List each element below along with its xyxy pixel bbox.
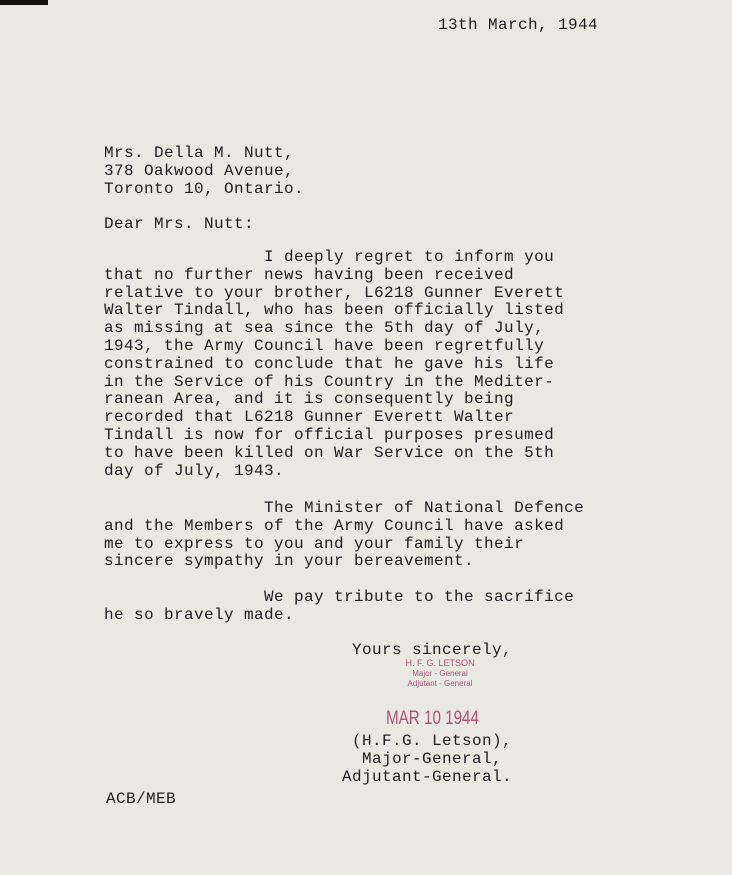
text-line: constrained to conclude that he gave his life bbox=[104, 354, 555, 373]
signatory-line: (H.F.G. Letson), bbox=[352, 732, 513, 750]
text-line: Tindall is now for official purposes presumed bbox=[104, 425, 555, 444]
signatory-line: Major-General, bbox=[362, 750, 503, 768]
reference-initials: ACB/MEB bbox=[106, 790, 177, 808]
paragraph-3 bbox=[104, 589, 574, 625]
text-line: We pay tribute to the sacrifice bbox=[104, 588, 575, 606]
text-line: as missing at sea since the 5th day of July, bbox=[104, 319, 545, 338]
text-line: that no further news having been received bbox=[104, 265, 515, 284]
paragraph-1 bbox=[104, 249, 564, 480]
text-line: in the Service of his Country in the Mediter- bbox=[104, 372, 555, 391]
letter-date: 13th March, 1944 bbox=[438, 16, 599, 34]
text-line: Walter Tindall, who has been officially listed bbox=[104, 301, 565, 320]
stamp-line: H. F. G. LETSON bbox=[405, 658, 475, 668]
text-line: sincere sympathy in your bereavement. bbox=[104, 552, 475, 571]
stamp-line: Adjutant - General bbox=[407, 679, 473, 688]
paragraph-2 bbox=[104, 500, 584, 571]
text-line: relative to your brother, L6218 Gunner Everett bbox=[104, 283, 565, 302]
stamp-line: Major - General bbox=[412, 669, 468, 678]
address-line: 378 Oakwood Avenue, bbox=[104, 162, 295, 180]
text-line: ranean Area, and it is consequently being bbox=[104, 390, 515, 409]
signatory-line: Adjutant-General. bbox=[342, 768, 513, 786]
text-line: and the Members of the Army Council have asked bbox=[104, 516, 565, 535]
text-line: he so bravely made. bbox=[104, 605, 295, 624]
closing: Yours sincerely, bbox=[352, 641, 513, 659]
text-line: me to express to you and your family their bbox=[104, 534, 525, 553]
text-line: 1943, the Army Council have been regretfully bbox=[104, 336, 545, 355]
date-stamp: MAR 10 1944 bbox=[386, 708, 479, 729]
address-line: Mrs. Della M. Nutt, bbox=[104, 144, 295, 162]
address-line: Toronto 10, Ontario. bbox=[104, 180, 305, 198]
salutation: Dear Mrs. Nutt: bbox=[104, 215, 255, 233]
text-line: recorded that L6218 Gunner Everett Walter bbox=[104, 408, 515, 427]
text-line: I deeply regret to inform you bbox=[104, 248, 555, 266]
text-line: day of July, 1943. bbox=[104, 461, 285, 480]
text-line: to have been killed on War Service on the 5th bbox=[104, 443, 555, 462]
scan-edge bbox=[0, 0, 48, 5]
text-line: The Minister of National Defence bbox=[104, 499, 585, 517]
signature-stamp bbox=[380, 658, 500, 689]
